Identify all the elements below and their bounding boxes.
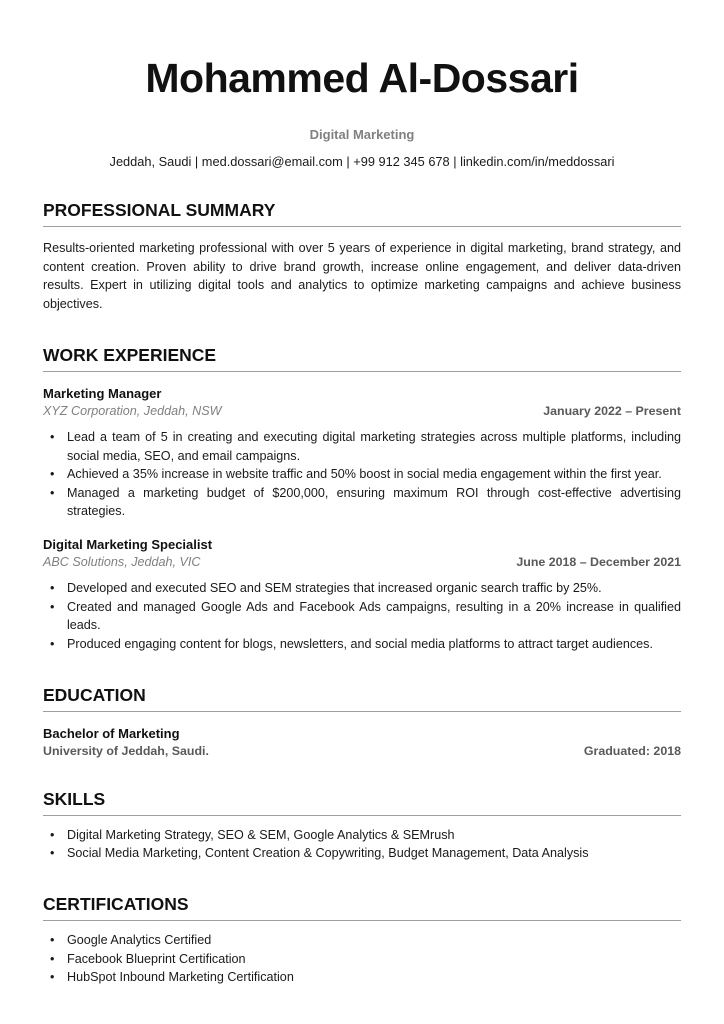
education-graduated: Graduated: 2018 xyxy=(583,743,681,758)
job-meta-row xyxy=(43,404,681,418)
job-dates: June 2018 – December 2021 xyxy=(516,555,681,570)
job-title: Digital Marketing Specialist xyxy=(43,536,213,552)
job-meta-row xyxy=(43,555,681,569)
job-bullet: • Achieved a 35% increase in website traffic and 50% boost in social media engagement within the first year. xyxy=(67,465,681,484)
job-bullet: • Created and managed Google Ads and Facebook Ads campaigns, resulting in a 20% increase in qualified leads. xyxy=(67,598,681,635)
job-company: ABC Solutions, Jeddah, VIC xyxy=(43,555,201,570)
contact-line: Jeddah, Saudi | med.dossari@email.com | +99 912 345 678 | linkedin.com/in/meddossari xyxy=(109,154,615,170)
certification-item: • Facebook Blueprint Certification xyxy=(67,950,681,969)
skill-item: • Digital Marketing Strategy, SEO & SEM, Google Analytics & SEMrush xyxy=(67,826,681,845)
certifications-list xyxy=(43,931,681,987)
professional-summary-text: Results-oriented marketing professional with over 5 years of experience in digital marketing, brand strategy, and content creation. Proven ability to drive brand growth, increase online engagement, and deliver data-driven results. Expert in utilizing digital tools and analytics to optimize marketing campaigns and achieve business objectives. xyxy=(43,241,681,312)
section-heading-certifications: CERTIFICATIONS xyxy=(43,894,681,921)
job-title: Marketing Manager xyxy=(43,385,162,401)
job-entry-marketing-manager xyxy=(43,386,681,521)
job-bullet: • Managed a marketing budget of $200,000, ensuring maximum ROI through cost-effective advertising strategies. xyxy=(67,484,681,521)
education-school: University of Jeddah, Saudi. xyxy=(43,743,209,758)
section-heading-education: EDUCATION xyxy=(43,685,681,712)
education-meta-row xyxy=(43,744,681,758)
job-bullet-list xyxy=(43,428,681,521)
job-bullet: • Lead a team of 5 in creating and executing digital marketing strategies across multiple platforms, including social media, SEO, and email campaigns. xyxy=(67,428,681,465)
certification-item: • Google Analytics Certified xyxy=(67,931,681,950)
section-heading-work-experience: WORK EXPERIENCE xyxy=(43,345,681,372)
section-heading-skills: SKILLS xyxy=(43,789,681,816)
candidate-role-subtitle: Digital Marketing xyxy=(309,127,415,143)
section-heading-professional-summary: PROFESSIONAL SUMMARY xyxy=(43,200,681,227)
job-bullet: • Produced engaging content for blogs, newsletters, and social media platforms to attract target audiences. xyxy=(67,635,681,654)
candidate-name: Mohammed Al-Dossari xyxy=(145,55,579,101)
skill-item: • Social Media Marketing, Content Creation & Copywriting, Budget Management, Data Analysis xyxy=(67,844,681,863)
skills-list xyxy=(43,826,681,863)
certification-item: • HubSpot Inbound Marketing Certification xyxy=(67,968,681,987)
job-entry-digital-marketing-specialist xyxy=(43,537,681,654)
job-company: XYZ Corporation, Jeddah, NSW xyxy=(43,404,222,419)
job-bullet: • Developed and executed SEO and SEM strategies that increased organic search traffic by 25%. xyxy=(67,579,681,598)
job-dates: January 2022 – Present xyxy=(543,404,681,419)
job-bullet-list xyxy=(43,579,681,653)
education-degree: Bachelor of Marketing xyxy=(43,725,180,741)
